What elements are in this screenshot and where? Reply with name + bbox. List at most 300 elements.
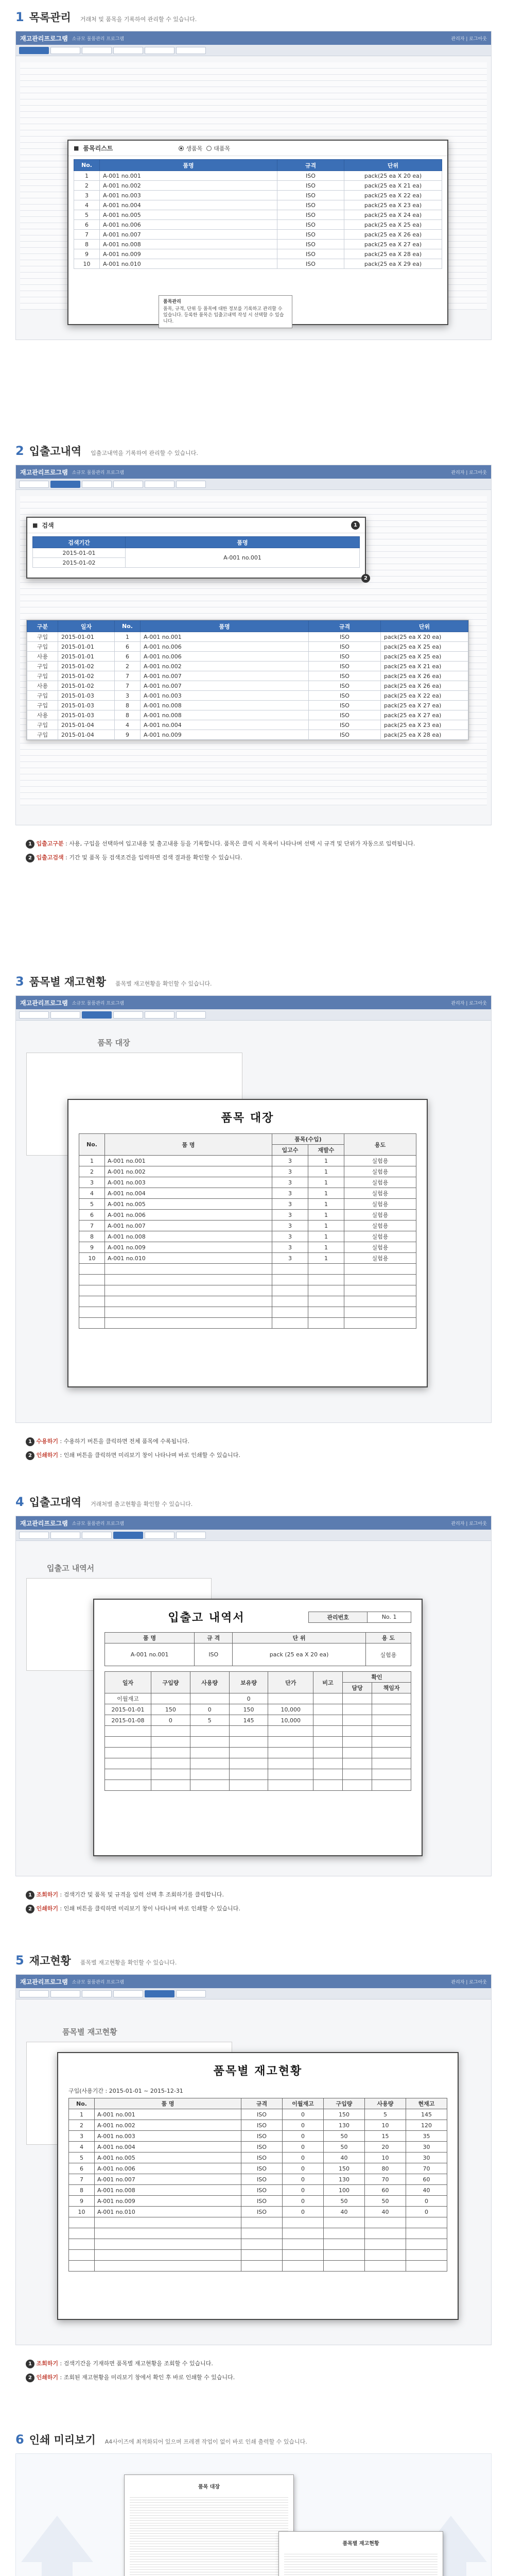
table-cell: 60 [406, 2174, 447, 2185]
print-page-item-ledger: 품목 대장 [124, 2475, 294, 2576]
tab-item[interactable] [19, 1011, 49, 1019]
table-cell: 2015-01-01 [58, 652, 115, 662]
table-cell: 50 [324, 2196, 365, 2207]
table-cell: 1 [74, 171, 100, 181]
item-management-note: 품목관리 품목, 규격, 단위 등 품목에 대한 정보를 기록하고 관리할 수 있습니다. 등록한 품목은 입출고내역 작성 시 선택할 수 있습니다. [159, 295, 292, 328]
tab-item[interactable] [19, 481, 49, 488]
table-row[interactable] [79, 1199, 416, 1210]
table-row[interactable] [27, 701, 468, 710]
table-cell: A-001 no.002 [100, 181, 277, 191]
table-cell: 3 [272, 1188, 308, 1199]
app-screenshot [15, 465, 492, 825]
table-cell: A-001 no.001 [95, 2109, 241, 2120]
table-cell: 40 [406, 2185, 447, 2196]
table-cell [190, 1693, 229, 1704]
table-cell: ISO [241, 2131, 283, 2142]
decor-arrow [21, 2516, 93, 2562]
table-cell: 4 [79, 1188, 105, 1199]
radio-item-new[interactable]: 생품목 [179, 144, 202, 152]
section-title: 4 입출고대역 거래처별 출고현황을 확인할 수 있습니다. [15, 1495, 193, 1509]
table-cell: 구입 [27, 642, 58, 652]
section-title: 2 입출고내역 입출고내역을 기록하여 관리할 수 있습니다. [15, 444, 198, 458]
table-row[interactable] [27, 710, 468, 720]
table-cell: A-001 no.007 [95, 2174, 241, 2185]
stock-status-notes: 1 조회하기 : 검색기간을 기재하면 품목별 재고현황을 조회할 수 있습니다. 2 인쇄하기 : 조회된 재고현황을 미리보기 창에서 확인 후 바로 인쇄할 수 있습니다. [26, 2360, 479, 2382]
table-cell: A-001 no.003 [141, 691, 309, 701]
empty-row [105, 1726, 411, 1737]
table-cell: pack(25 ea X 27 ea) [381, 710, 468, 720]
table-cell: pack(25 ea X 26 ea) [381, 681, 468, 691]
tab-item[interactable] [82, 1532, 112, 1539]
empty-row [79, 1285, 416, 1296]
table-row[interactable] [27, 681, 468, 691]
table-row[interactable] [79, 1221, 416, 1231]
table-row[interactable] [27, 720, 468, 730]
table-row[interactable] [27, 691, 468, 701]
document-title: 입출고 내역서 [168, 1612, 245, 1624]
table-cell: pack(25 ea X 23 ea) [381, 720, 468, 730]
table-cell: A-001 no.004 [141, 720, 309, 730]
table-cell: 0 [190, 1704, 229, 1715]
radio-dot [179, 146, 184, 151]
table-cell: 7 [74, 230, 100, 240]
table-cell: ISO [241, 2174, 283, 2185]
table-cell: 150 [324, 2163, 365, 2174]
table-cell: A-001 no.004 [95, 2142, 241, 2153]
table-cell: 3 [272, 1242, 308, 1253]
table-cell: 1 [308, 1199, 344, 1210]
table-row[interactable] [69, 2174, 447, 2185]
table-row[interactable] [74, 200, 442, 210]
table-cell: 7 [115, 681, 141, 691]
table-cell: 실험용 [344, 1156, 416, 1166]
table-cell: 145 [229, 1715, 268, 1726]
table-cell: A-001 no.008 [141, 710, 309, 720]
print-preview-area [15, 2453, 492, 2576]
table-cell: 5 [365, 2109, 406, 2120]
table-cell: 0 [406, 2196, 447, 2207]
table-cell: ISO [277, 181, 344, 191]
table-cell: ISO [277, 171, 344, 181]
stock-notes: 1 수용하기 : 수용하기 버튼을 클릭하면 전체 품목에 수록됩니다. 2 인쇄하기 : 인쇄 버튼을 클릭하면 미리보기 창이 나타나며 바로 인쇄할 수 있습니다. [26, 1437, 479, 1460]
table-row[interactable] [79, 1188, 416, 1199]
table-cell: 실험용 [344, 1242, 416, 1253]
table-row[interactable] [79, 1177, 416, 1188]
table-cell: pack(25 ea X 28 ea) [344, 249, 442, 259]
table-cell: 구입 [27, 671, 58, 681]
table-cell: 3 [272, 1156, 308, 1166]
table-row[interactable] [79, 1156, 416, 1166]
tab-item[interactable] [113, 481, 143, 488]
table-row[interactable] [74, 220, 442, 230]
table-cell [268, 1693, 313, 1704]
table-row[interactable] [69, 2196, 447, 2207]
item-list-table: No. 품명 규격 단위 1 A-001 no.001 ISO pack(25 ea X 20 ea) 2 A-001 no.002 ISO pack(25 ea X 21 ea) 3 A-001 no.003 ISO pack(25 ea X 22 ea) 4 A-001 no.004 ISO pack(25 ea X 23 ea) 5 A-001 no.005 ISO pack(25 ea X 24 ea) 6 A-001 no.006 ISO pack(25 ea X 25 ea) 7 A-001 no.007 ISO pack(25 ea X 26 ea) 8 A-001 no.008 ISO pack(25 ea X 27 ea) 9 A-001 no.009 ISO pack(25 ea X 28 ea) 10 A-001 no.010 ISO pack(25 ea X 29 ea) [74, 159, 442, 269]
table-row[interactable] [69, 2120, 447, 2131]
table-cell: 10 [79, 1253, 105, 1264]
section-title: 1 목록관리 거래처 및 품목을 기록하여 관리할 수 있습니다. [15, 10, 197, 24]
table-cell: A-001 no.005 [95, 2153, 241, 2163]
table-cell: pack(25 ea X 27 ea) [381, 701, 468, 710]
table-cell: 실험용 [344, 1231, 416, 1242]
table-cell: pack(25 ea X 24 ea) [344, 210, 442, 220]
tab-item[interactable] [50, 1532, 80, 1539]
tab-item[interactable] [176, 481, 206, 488]
table-cell: A-001 no.007 [141, 671, 309, 681]
table-cell: 3 [272, 1253, 308, 1264]
table-cell: A-001 no.010 [105, 1253, 272, 1264]
table-row[interactable] [69, 2163, 447, 2174]
table-row[interactable] [69, 2185, 447, 2196]
table-row[interactable] [69, 2207, 447, 2217]
table-cell: A-001 no.009 [141, 730, 309, 740]
table-row[interactable] [105, 1704, 411, 1715]
tab-item[interactable] [50, 1990, 80, 1997]
table-cell: 5 [69, 2153, 95, 2163]
tab-item[interactable] [50, 47, 80, 54]
table-cell: 30 [406, 2153, 447, 2163]
table-cell: ISO [277, 259, 344, 269]
io-statement-table: 일자 구입량 사용량 보유량 단가 비고 확인 담당 책임자 이월재고 0 2015-01-01 150 0 150 10,000 2015-01-08 0 5 145 10,000 [104, 1671, 411, 1791]
tab-item[interactable] [50, 481, 80, 488]
table-cell: 구입 [27, 662, 58, 671]
table-cell: A-001 no.006 [95, 2163, 241, 2174]
table-row[interactable] [74, 171, 442, 181]
table-cell: A-001 no.007 [100, 230, 277, 240]
period-label: 구입(사용기간 : 2015-01-01 ~ 2015-12-31 [68, 2088, 183, 2094]
table-row[interactable] [79, 1253, 416, 1264]
table-row[interactable] [27, 662, 468, 671]
empty-row [79, 1296, 416, 1307]
table-row[interactable] [69, 2142, 447, 2153]
table-row[interactable] [74, 210, 442, 220]
tab-item[interactable] [19, 47, 49, 54]
table-cell: ISO [241, 2153, 283, 2163]
table-row[interactable] [74, 240, 442, 249]
item-ledger-table: No. 품 명 품목(수입) 용도 입고수 재발수 1 A-001 no.001 3 1 실험용 2 A-001 no.002 3 1 실험용 3 A-001 no.003 3 1 실험용 4 A-001 no.004 3 1 실험용 5 A-001 no.005 3 1 실험용 6 A-001 no.006 3 1 실험용 7 A-001 no.007 3 1 실험용 8 A-001 no.008 3 1 실험용 9 A-001 no.009 3 1 실험용 10 A-001 no.010 3 1 실험용 [79, 1133, 416, 1329]
table-cell: 실험용 [344, 1221, 416, 1231]
app-header: 재고관리프로그램 소규모 물품관리 프로그램 관리자 | 로그아웃 [16, 1975, 491, 1988]
table-cell: 6 [79, 1210, 105, 1221]
popup-header: ■ 검색 1 [27, 518, 365, 533]
table-cell: pack(25 ea X 20 ea) [344, 171, 442, 181]
tab-bar [16, 479, 491, 490]
table-cell: ISO [309, 691, 381, 701]
table-row[interactable] [74, 191, 442, 200]
stock-status-table: No. 품 명 규격 이월재고 구입량 사용량 현재고 1 A-001 no.001 ISO 0 150 5 145 2 A-001 no.002 ISO 0 130 10 120 3 A-001 no.003 ISO 0 50 15 35 4 A-001 no.004 ISO 0 50 20 30 5 A-001 no.005 ISO 0 40 10 30 6 A-001 no.006 ISO 0 150 80 70 7 A-001 no.007 ISO 0 130 70 60 8 A-001 no.008 ISO 0 100 60 40 9 A-001 no.009 ISO 0 50 50 0 10 A-001 no.010 ISO 0 40 40 0 [68, 2098, 447, 2272]
table-cell: ISO [277, 230, 344, 240]
table-cell: A-001 no.005 [105, 1199, 272, 1210]
table-cell: 8 [115, 710, 141, 720]
table-cell: ISO [241, 2207, 283, 2217]
table-row[interactable] [74, 249, 442, 259]
table-cell: 0 [229, 1693, 268, 1704]
empty-row [69, 2217, 447, 2228]
table-cell: 구입 [27, 720, 58, 730]
table-cell: 70 [406, 2163, 447, 2174]
table-cell: 130 [324, 2120, 365, 2131]
close-icon[interactable]: ■ [32, 522, 38, 529]
table-cell: 1 [308, 1242, 344, 1253]
table-cell: 2 [69, 2120, 95, 2131]
table-cell: A-001 no.008 [95, 2185, 241, 2196]
table-cell: 3 [79, 1177, 105, 1188]
table-cell: ISO [241, 2196, 283, 2207]
table-cell: 3 [272, 1177, 308, 1188]
callout-badge-1: 1 [26, 2360, 34, 2368]
table-row[interactable] [27, 730, 468, 740]
table-cell: A-001 no.009 [95, 2196, 241, 2207]
tab-item[interactable] [82, 1011, 112, 1019]
table-cell: 8 [79, 1231, 105, 1242]
table-cell: 사용 [27, 681, 58, 691]
table-cell: ISO [277, 220, 344, 230]
table-cell: 4 [115, 720, 141, 730]
table-cell: 1 [308, 1231, 344, 1242]
tab-item[interactable] [19, 1990, 49, 1997]
table-cell: 실험용 [344, 1166, 416, 1177]
section-title: 6 인쇄 미리보기 A4사이즈에 최적화되어 있으며 프레젠 작업이 없이 바로 인쇄 출력할 수 있습니다. [15, 2432, 307, 2447]
tab-item[interactable] [82, 481, 112, 488]
table-cell: 40 [365, 2207, 406, 2217]
table-cell: 30 [406, 2142, 447, 2153]
table-cell: A-001 no.005 [100, 210, 277, 220]
empty-row [105, 1769, 411, 1780]
tab-item[interactable] [145, 1011, 174, 1019]
empty-row [105, 1780, 411, 1791]
empty-row [105, 1737, 411, 1748]
table-row[interactable] [27, 671, 468, 681]
tab-bar [16, 1009, 491, 1021]
empty-row [79, 1264, 416, 1275]
tab-item[interactable] [176, 1011, 206, 1019]
document-title: 품목 대장 [221, 1112, 274, 1125]
empty-row [79, 1275, 416, 1285]
table-row[interactable] [79, 1231, 416, 1242]
table-cell: A-001 no.006 [141, 642, 309, 652]
empty-row [105, 1748, 411, 1758]
callout-badge-2: 2 [361, 574, 370, 583]
table-cell: 5 [79, 1199, 105, 1210]
table-cell: A-001 no.007 [141, 681, 309, 691]
table-cell: 사용 [27, 652, 58, 662]
item-list-popup [67, 140, 448, 325]
table-cell: ISO [309, 671, 381, 681]
tab-item[interactable] [176, 1532, 206, 1539]
empty-row [79, 1318, 416, 1329]
callout-badge-2: 2 [26, 1451, 34, 1460]
table-cell: 실험용 [344, 1177, 416, 1188]
table-cell: pack(25 ea X 22 ea) [381, 691, 468, 701]
table-cell: pack(25 ea X 23 ea) [344, 200, 442, 210]
app-header: 재고관리프로그램 소규모 물품관리 프로그램 관리자 | 로그아웃 [16, 31, 491, 45]
table-cell: 80 [365, 2163, 406, 2174]
table-row[interactable] [27, 632, 468, 642]
table-cell: 1 [115, 632, 141, 642]
background-title: 품목 대장 [97, 1038, 130, 1047]
table-cell: A-001 no.009 [105, 1242, 272, 1253]
table-cell: 3 [272, 1221, 308, 1231]
table-row[interactable] [105, 1693, 411, 1704]
table-cell: 2015-01-04 [58, 730, 115, 740]
table-row[interactable] [27, 652, 468, 662]
table-cell: 70 [365, 2174, 406, 2185]
table-cell: ISO [277, 200, 344, 210]
table-cell: 1 [308, 1221, 344, 1231]
table-cell: 1 [308, 1166, 344, 1177]
table-cell: 150 [229, 1704, 268, 1715]
table-cell: A-001 no.004 [100, 200, 277, 210]
table-cell: 3 [272, 1199, 308, 1210]
table-cell: 10,000 [268, 1704, 313, 1715]
tab-item[interactable] [145, 481, 174, 488]
tab-item[interactable] [176, 1990, 206, 1997]
table-cell: 50 [324, 2131, 365, 2142]
table-cell: 60 [365, 2185, 406, 2196]
tab-item[interactable] [145, 1990, 174, 1997]
section-title: 5 재고현황 품목별 재고현황을 확인할 수 있습니다. [15, 1953, 177, 1968]
empty-row [79, 1307, 416, 1318]
tab-item[interactable] [113, 1532, 143, 1539]
table-cell: 2015-01-04 [58, 720, 115, 730]
tab-item[interactable] [113, 1990, 143, 1997]
table-cell: 7 [115, 671, 141, 681]
table-cell: 0 [283, 2185, 324, 2196]
table-cell: 9 [115, 730, 141, 740]
table-cell: ISO [241, 2109, 283, 2120]
table-cell: 50 [324, 2142, 365, 2153]
table-cell: ISO [309, 681, 381, 691]
table-row[interactable] [74, 230, 442, 240]
table-cell: A-001 no.009 [100, 249, 277, 259]
table-cell: A-001 no.006 [141, 652, 309, 662]
table-row[interactable] [69, 2131, 447, 2142]
print-page-stock-status: 품목별 재고현황 [278, 2531, 443, 2576]
table-cell: 3 [272, 1166, 308, 1177]
tab-item[interactable] [113, 47, 143, 54]
callout-badge-1: 1 [351, 521, 360, 530]
table-cell: pack(25 ea X 25 ea) [381, 642, 468, 652]
table-cell: 2 [115, 662, 141, 671]
table-cell: 구입 [27, 730, 58, 740]
callout-badge-1: 1 [26, 840, 34, 849]
table-cell: ISO [241, 2120, 283, 2131]
table-cell: ISO [309, 720, 381, 730]
callout-badge-2: 2 [26, 2374, 34, 2382]
document-title: 품목별 재고현황 [213, 2065, 303, 2078]
table-row[interactable] [79, 1210, 416, 1221]
table-cell: A-001 no.002 [95, 2120, 241, 2131]
table-cell: A-001 no.008 [105, 1231, 272, 1242]
table-row[interactable] [105, 1715, 411, 1726]
table-cell: 120 [406, 2120, 447, 2131]
table-cell: ISO [309, 730, 381, 740]
table-cell: ISO [277, 191, 344, 200]
table-row[interactable] [74, 259, 442, 269]
table-cell: 실험용 [344, 1253, 416, 1264]
tab-item[interactable] [145, 1532, 174, 1539]
app-header: 재고관리프로그램 소규모 물품관리 프로그램 관리자 | 로그아웃 [16, 1516, 491, 1530]
table-cell: 50 [365, 2196, 406, 2207]
table-cell: 3 [272, 1231, 308, 1242]
tab-item[interactable] [82, 47, 112, 54]
table-cell: 실험용 [344, 1199, 416, 1210]
table-cell: 9 [79, 1242, 105, 1253]
table-cell: 0 [283, 2163, 324, 2174]
table-cell: A-001 no.001 [100, 171, 277, 181]
table-cell: 7 [79, 1221, 105, 1231]
app-screenshot [15, 1974, 492, 2345]
table-cell: 100 [324, 2185, 365, 2196]
close-icon[interactable]: ■ [74, 145, 79, 151]
io-history-table-wrap [26, 620, 469, 740]
tab-item[interactable] [82, 1990, 112, 1997]
table-row[interactable] [69, 2109, 447, 2120]
table-row[interactable] [69, 2153, 447, 2163]
section-title: 3 품목별 재고현황 품목별 재고현황을 확인할 수 있습니다. [15, 974, 212, 989]
callout-badge-2: 2 [26, 1905, 34, 1913]
table-cell [313, 1715, 343, 1726]
tab-item[interactable] [176, 47, 206, 54]
table-cell: A-001 no.003 [105, 1177, 272, 1188]
radio-item-large[interactable]: 대품목 [206, 144, 230, 152]
empty-row [69, 2228, 447, 2239]
tab-item[interactable] [113, 1011, 143, 1019]
table-row[interactable] [79, 1242, 416, 1253]
table-row[interactable] [74, 181, 442, 191]
table-cell: 2015-01-02 [58, 671, 115, 681]
table-cell: ISO [309, 710, 381, 720]
table-cell: 3 [272, 1210, 308, 1221]
table-cell: 2015-01-03 [58, 710, 115, 720]
callout-badge-1: 1 [26, 1891, 34, 1900]
table-cell: 0 [283, 2174, 324, 2185]
table-cell: 2015-01-08 [105, 1715, 151, 1726]
table-row[interactable] [27, 642, 468, 652]
tab-item[interactable] [145, 47, 174, 54]
table-cell: ISO [309, 701, 381, 710]
table-cell: 20 [365, 2142, 406, 2153]
table-cell: ISO [309, 642, 381, 652]
table-cell: 6 [74, 220, 100, 230]
table-cell: A-001 no.008 [141, 701, 309, 710]
app-header: 재고관리프로그램 소규모 물품관리 프로그램 관리자 | 로그아웃 [16, 996, 491, 1009]
table-cell: pack(25 ea X 22 ea) [344, 191, 442, 200]
background-title: 품목별 재고현황 [62, 2027, 117, 2037]
table-cell: A-001 no.008 [100, 240, 277, 249]
table-cell: 2015-01-02 [58, 662, 115, 671]
table-cell: A-001 no.003 [100, 191, 277, 200]
table-cell: 2015-01-02 [58, 681, 115, 691]
empty-row [105, 1758, 411, 1769]
table-cell: 6 [69, 2163, 95, 2174]
table-cell: 145 [406, 2109, 447, 2120]
tab-bar [16, 1530, 491, 1541]
table-cell: pack(25 ea X 29 ea) [344, 259, 442, 269]
table-cell: A-001 no.010 [95, 2207, 241, 2217]
table-cell: 0 [151, 1715, 190, 1726]
table-cell: A-001 no.003 [95, 2131, 241, 2142]
table-row[interactable] [79, 1166, 416, 1177]
tab-item[interactable] [19, 1532, 49, 1539]
tab-item[interactable] [50, 1011, 80, 1019]
table-cell: 0 [283, 2207, 324, 2217]
table-cell: ISO [277, 249, 344, 259]
io-statement-document [93, 1599, 423, 1856]
table-cell: 1 [308, 1188, 344, 1199]
table-cell: 0 [283, 2109, 324, 2120]
table-cell: 0 [283, 2142, 324, 2153]
